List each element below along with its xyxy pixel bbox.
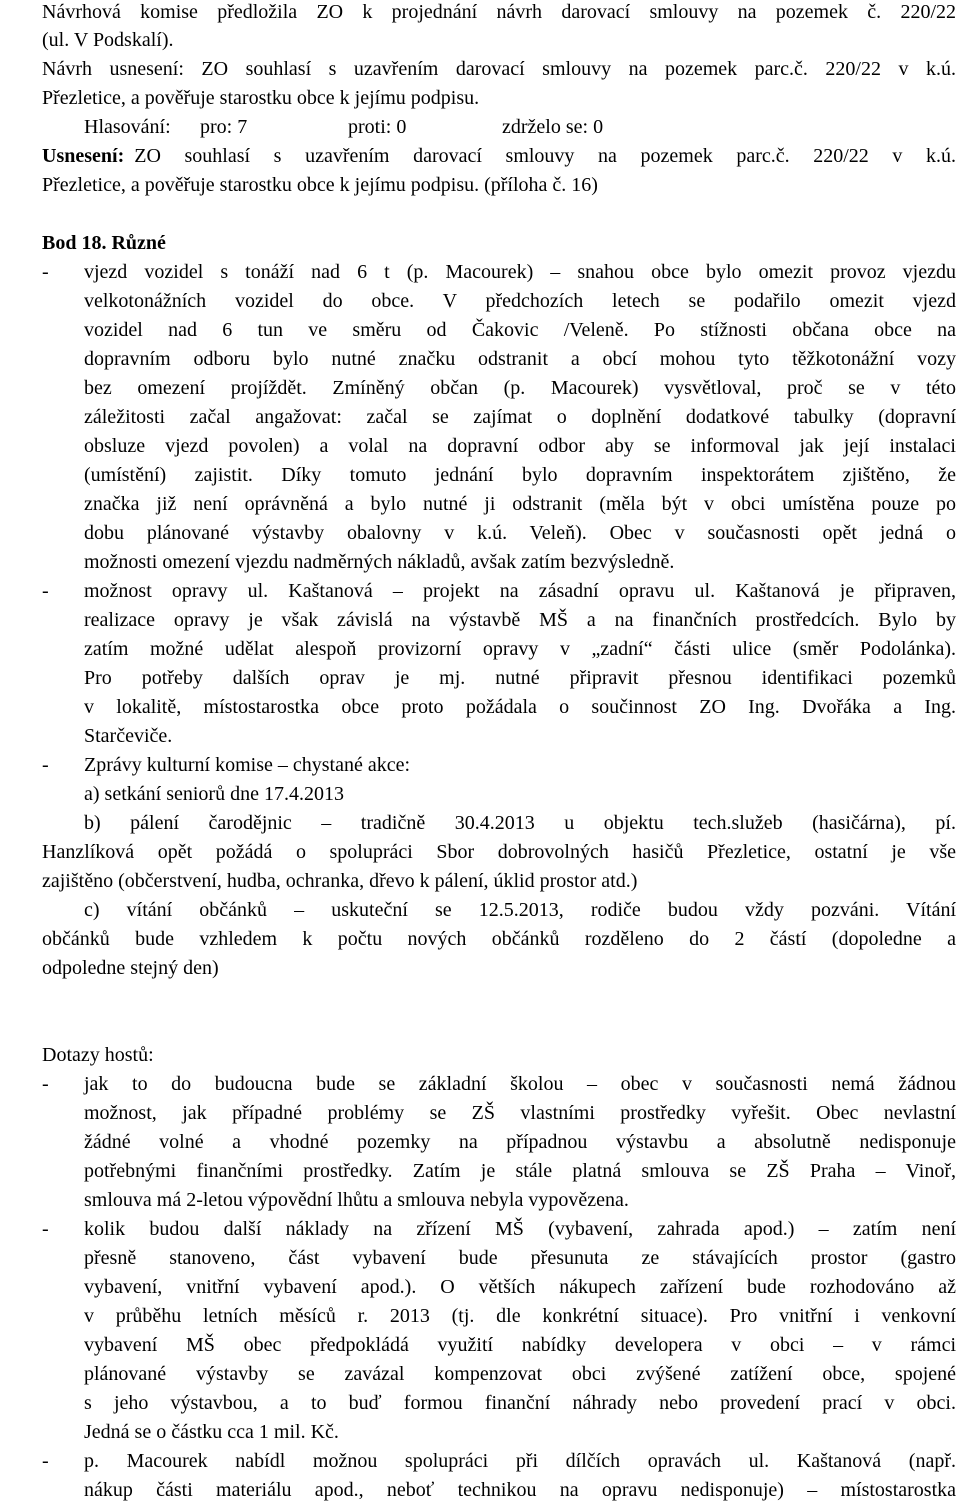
bullet-dash: - (42, 1073, 49, 1095)
question-ms-line: vybavení, vnitřní vybavení apod.). O větších nákupech zařízení bude rozhodováno až (84, 1276, 956, 1298)
kultura-item-b-line-2: Hanzlíková opět požádá o spolupráci Sbor dobrovolných hasičů Přezletice, ostatní je vše (42, 841, 956, 863)
item-vjezd-line: vozidel nad 6 tun ve směru od Čakovic /Veleně. Po stížnosti občana obce na (84, 319, 956, 341)
kultura-item-b-line-3: zajištěno (občerstvení, hudba, ochranka, dřevo k pálení, úklid prostor atd.) (42, 870, 638, 892)
item-vjezd-line: značka již není oprávněná a bylo nutné ji odstranit (měla být v obci umístěna pouze po (84, 493, 956, 515)
kultura-item-b-line-1: b) pálení čarodějnic – tradičně 30.4.2013 u objektu tech.služeb (hasičárna), pí. (84, 812, 956, 834)
question-skola-line: smlouva má 2-letou výpovědní lhůtu a smlouva nebyla vypovězena. (84, 1189, 629, 1211)
item-kastanova-line: možnost opravy ul. Kaštanová – projekt na zásadní opravu ul. Kaštanová je připraven, (84, 580, 956, 602)
kultura-item-c-line-2: občánků bude vzhledem k počtu nových občánků rozděleno do 2 částí (dopoledne a (42, 928, 956, 950)
item-kastanova-line: Starčeviče. (84, 725, 173, 747)
resolution-text: ZO souhlasí s uzavřením darovací smlouvy na pozemek parc.č. 220/22 v k.ú. (134, 145, 956, 167)
question-ms-line: plánované výstavby se zavázal kompenzovat obci zvýšené zatížení obce, spojené (84, 1363, 956, 1385)
item-vjezd-line: bez omezení projíždět. Zmíněný občan (p. Macourek) vysvětloval, proč se v této (84, 377, 956, 399)
vote-zdrzelo: zdrželo se: 0 (502, 116, 604, 138)
kultura-heading: Zprávy kulturní komise – chystané akce: (84, 754, 411, 776)
vote-pro: pro: 7 (200, 116, 248, 138)
question-skola-line: žádné volné a vhodné pozemky na případnou výstavbu a absolutně nedisponuje (84, 1131, 956, 1153)
item-kastanova-line: zatím možné udělat alespoň provizorní opravy v „zadní“ části ulice (směr Podolánka). (84, 638, 956, 660)
question-skola-line: jak to do budoucna bude se základní školou – obec v současnosti nemá žádnou (84, 1073, 956, 1095)
bullet-dash: - (42, 1450, 49, 1472)
item-vjezd-line: dopravním odboru bylo nutné značku odstranit a obcí mohou tyto těžkotonážní vozy (84, 348, 956, 370)
bullet-dash: - (42, 1218, 49, 1240)
section-title: Různé (111, 232, 166, 254)
question-macourek-line: p. Macourek nabídl možnou spolupráci při dílčích opravách ul. Kaštanová (např. (84, 1450, 956, 1472)
item-vjezd-line: velkotonážních vozidel do obce. V předchozích letech se podařilo omezit vjezd (84, 290, 956, 312)
resolution-label: Usnesení: (42, 145, 125, 167)
item-vjezd-line: vjezd vozidel s tonáží nad 6 t (p. Macourek) – snahou obce bylo omezit provoz vjezdu (84, 261, 956, 283)
bullet-dash: - (42, 580, 49, 602)
item-vjezd-line: záležitosti začal angažovat: začal se zajímat o doplnění dodatkové tabulky (dopravní (84, 406, 956, 428)
question-ms-line: Jedná se o částku cca 1 mil. Kč. (84, 1421, 339, 1443)
question-ms-line: přesně stanoveno, část vybavení bude přesunuta ze stávajících prostor (gastro (84, 1247, 956, 1269)
question-ms-line: kolik budou další náklady na zřízení MŠ (vybavení, zahrada apod.) – zatím není (84, 1218, 956, 1240)
bullet-dash: - (42, 261, 49, 283)
question-ms-line: v průběhu letních měsíců r. 2013 (tj. dle konkrétní situace). Pro vnitřní i venkovní (84, 1305, 956, 1327)
intro-line-1: Návrhová komise předložila ZO k projednání návrh darovací smlouvy na pozemek č. 220/22 (42, 1, 956, 23)
question-skola-line: potřebnými finančními prostředky. Zatím je stále platná smlouva se ZŠ Praha – Vinoř, (84, 1160, 956, 1182)
item-vjezd-line: dobu plánované výstavby obalovny v k.ú. Veleň). Obec v současnosti opět jedná o (84, 522, 956, 544)
intro-line-2: (ul. V Podskalí). (42, 29, 174, 51)
vote-proti: proti: 0 (348, 116, 407, 138)
vote-label: Hlasování: (84, 116, 171, 138)
bullet-dash: - (42, 754, 49, 776)
resolution-line-2: Přezletice, a pověřuje starostku obce k jejímu podpisu. (příloha č. 16) (42, 174, 598, 196)
proposal-line-2: Přezletice, a pověřuje starostku obce k jejímu podpisu. (42, 87, 480, 109)
item-vjezd-line: možnosti omezení vjezdu nadměrných nákladů, avšak zatím bezvýsledně. (84, 551, 675, 573)
question-macourek-line: nákup části materiálu apod., neboť technikou na opravu nedisponuje) – místostarostka (84, 1479, 956, 1501)
questions-heading: Dotazy hostů: (42, 1044, 154, 1066)
item-kastanova-line: v lokalitě, místostarostka obce proto požádala o součinnost ZO Ing. Dvořáka a Ing. (84, 696, 956, 718)
kultura-item-a: a) setkání seniorů dne 17.4.2013 (84, 783, 344, 805)
proposal-line-1: Návrh usnesení: ZO souhlasí s uzavřením darovací smlouvy na pozemek parc.č. 220/22 v k.ú. (42, 58, 956, 80)
section-number: Bod 18. (42, 232, 107, 254)
item-vjezd-line: (umístění) zajistit. Díky tomuto jednání bylo dopravním inspektorátem zjištěno, že (84, 464, 956, 486)
question-ms-line: s jeho výstavbou, a to buď formou finanční náhrady nebo provedení prací v obci. (84, 1392, 956, 1414)
item-vjezd-line: obsluze vjezd povolen) a volal na dopravní odbor aby se informoval jak její instalaci (84, 435, 956, 457)
question-skola-line: možnost, jak případné problémy se ZŠ vlastními prostředky vyřešit. Obec nevlastní (84, 1102, 956, 1124)
item-kastanova-line: realizace opravy je však závislá na výstavbě MŠ a na finančních prostředcích. Bylo by (84, 609, 956, 631)
question-ms-line: vybavení MŠ obec předpokládá využití nabídky developera v obci – v rámci (84, 1334, 956, 1356)
kultura-item-c-line-1: c) vítání občánků – uskuteční se 12.5.2013, rodiče budou vždy pozváni. Vítání (84, 899, 956, 921)
resolution-line-1 (42, 144, 956, 168)
kultura-item-c-line-3: odpoledne stejný den) (42, 957, 219, 979)
section-heading (42, 231, 166, 255)
item-kastanova-line: Pro potřeby dalších oprav je mj. nutné připravit přesnou identifikaci pozemků (84, 667, 956, 689)
